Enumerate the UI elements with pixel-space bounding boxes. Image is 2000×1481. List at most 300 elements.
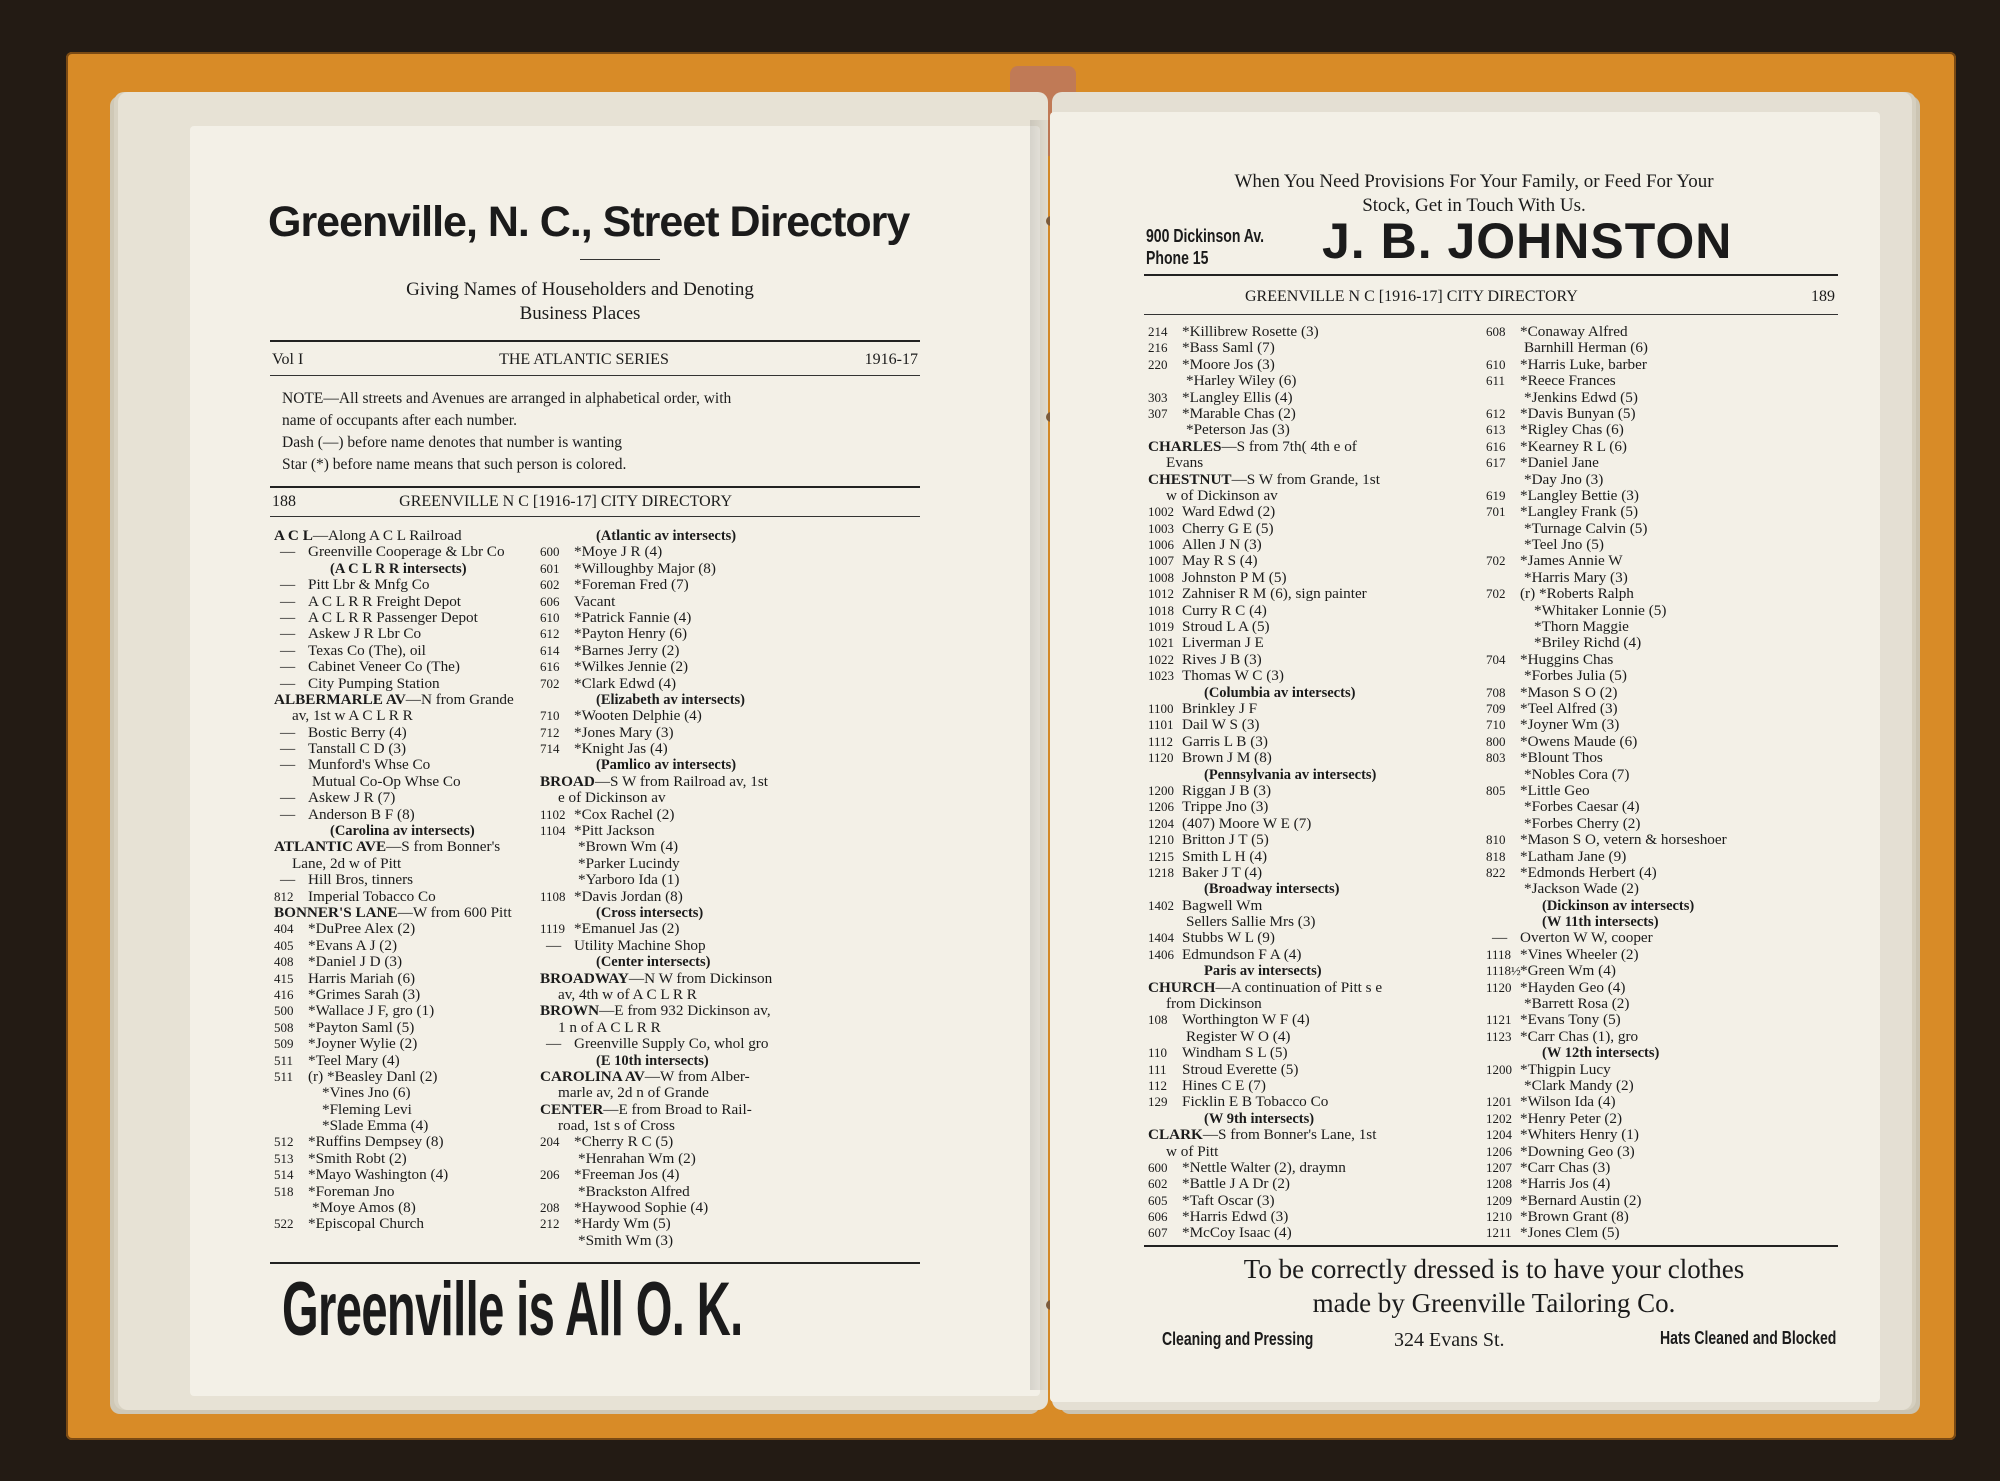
intersection-note: (E 10th intersects) [596, 1052, 709, 1069]
directory-entry [1148, 340, 1382, 356]
occupant: Worthington W F (4) [1182, 1011, 1310, 1029]
running-head: GREENVILLE N C [1916-17] CITY DIRECTORY [1245, 288, 1578, 305]
occupant: *Marable Chas (2) [1182, 404, 1296, 422]
directory-entry [1486, 504, 1727, 520]
street-name: BROAD [540, 772, 595, 790]
directory-entry [274, 921, 514, 937]
street-name: CHURCH [1148, 978, 1216, 996]
directory-entry [540, 889, 772, 905]
subtitle-line-2: Business Places [519, 303, 641, 324]
house-number: 616 [540, 659, 560, 675]
directory-entry [1486, 685, 1727, 701]
directory-entry [1148, 849, 1382, 865]
dash-marker: — [280, 592, 296, 610]
directory-entry: Barnhill Herman (6) [1524, 339, 1648, 357]
intersection-note: (Columbia av intersects) [1204, 684, 1356, 701]
street-heading [1148, 980, 1382, 996]
directory-entry [1486, 734, 1727, 750]
ad-tagline-line-2: Stock, Get in Touch With Us. [1362, 195, 1586, 216]
directory-entry [1148, 734, 1382, 750]
occupant: *Barnes Jerry (2) [574, 641, 680, 659]
directory-entry [540, 725, 772, 741]
house-number: 1006 [1148, 537, 1174, 553]
occupant: *Rigley Chas (6) [1520, 421, 1624, 439]
dash-marker: — [280, 608, 296, 626]
directory-entry [540, 938, 772, 954]
directory-entry: *Forbes Julia (5) [1524, 667, 1627, 685]
directory-entry: *Forbes Cherry (2) [1524, 814, 1641, 832]
occupant: *Wooten Delphie (4) [574, 707, 702, 725]
street-description-continued: road, 1st s of Cross [558, 1117, 675, 1135]
house-number: 602 [1148, 1176, 1168, 1192]
directory-entry [540, 1216, 772, 1232]
rule-head [1144, 314, 1838, 315]
occupant: *Joyner Wm (3) [1520, 716, 1620, 734]
house-number: 611 [1486, 373, 1506, 389]
house-number: 600 [540, 544, 560, 560]
street-description-continued: w of Pitt [1166, 1142, 1219, 1160]
left-page [190, 126, 1040, 1396]
directory-entry [540, 676, 772, 692]
intersection-note: (Center intersects) [596, 954, 711, 971]
house-number: 612 [1486, 405, 1506, 421]
occupant: Cabinet Veneer Co (The) [308, 658, 460, 676]
directory-entry [1486, 865, 1727, 881]
street-heading [540, 774, 772, 790]
directory-entry [540, 1167, 772, 1183]
occupant: *Knight Jas (4) [574, 740, 668, 758]
house-number: 307 [1148, 405, 1168, 421]
occupant: Hines C E (7) [1182, 1076, 1266, 1094]
directory-entry [1148, 799, 1382, 815]
directory-entry [1486, 1127, 1727, 1143]
house-number: 1406 [1148, 946, 1174, 962]
occupant: *Carr Chas (3) [1520, 1158, 1611, 1176]
directory-entry: *Harley Wiley (6) [1186, 372, 1297, 390]
street-description-continued: 1 n of A C L R R [558, 1018, 661, 1036]
occupant: *Foreman Jno [308, 1182, 395, 1200]
street-description: —N W from Dickinson [628, 969, 773, 987]
directory-entry [1148, 1209, 1382, 1225]
directory-entry [1148, 865, 1382, 881]
subtitle-line-1: Giving Names of Householders and Denoting [406, 279, 754, 300]
directory-entry [1148, 619, 1382, 635]
occupant: Stroud L A (5) [1182, 618, 1270, 636]
directory-entry [540, 544, 772, 560]
directory-entry: *Whitaker Lonnie (5) [1534, 601, 1667, 619]
directory-entry [1486, 1029, 1727, 1045]
occupant: Garris L B (3) [1182, 732, 1268, 750]
directory-entry [1148, 701, 1382, 717]
house-number: 500 [274, 1003, 294, 1019]
directory-entry [540, 807, 772, 823]
street-name: CAROLINA AV [540, 1067, 645, 1085]
house-number: 702 [1486, 553, 1506, 569]
directory-entry [274, 807, 514, 823]
title-divider [580, 259, 660, 260]
occupant: *Brown Grant (8) [1520, 1208, 1629, 1226]
directory-entry [274, 610, 514, 626]
street-heading [274, 905, 514, 921]
page-title: Greenville, N. C., Street Directory [268, 198, 910, 246]
house-number: 1200 [1486, 1061, 1512, 1077]
intersection-note: (Broadway intersects) [1204, 881, 1340, 898]
occupant: Trippe Jno (3) [1182, 798, 1269, 816]
occupant: *Davis Jordan (8) [574, 887, 683, 905]
directory-entry [1486, 832, 1727, 848]
note-block [282, 388, 922, 476]
house-number: 612 [540, 626, 560, 642]
occupant: Stubbs W L (9) [1182, 929, 1275, 947]
occupant: *Wallace J F, gro (1) [308, 1002, 435, 1020]
street-description: —E from Broad to Rail- [603, 1100, 752, 1118]
house-number: 1002 [1148, 504, 1174, 520]
directory-entry [1148, 750, 1382, 766]
directory-entry [1148, 717, 1382, 733]
directory-entry [1486, 849, 1727, 865]
occupant: Imperial Tobacco Co [308, 887, 436, 905]
directory-entry: *Turnage Calvin (5) [1524, 519, 1648, 537]
occupant: Liverman J E [1182, 634, 1264, 652]
intersection-note: (W 9th intersects) [1204, 1110, 1315, 1127]
house-number: 1003 [1148, 520, 1174, 536]
directory-entry [1148, 537, 1382, 553]
street-description: —S from Bonner's [386, 838, 501, 856]
directory-entry [1486, 586, 1727, 602]
street-name: A C L [274, 527, 313, 544]
page-number: 189 [1811, 288, 1835, 305]
occupant: *Jones Clem (5) [1520, 1224, 1620, 1242]
directory-entry: *Nobles Cora (7) [1524, 765, 1630, 783]
house-number: 702 [1486, 586, 1506, 602]
house-number: 607 [1148, 1225, 1168, 1241]
intersection-note: (Pennsylvania av intersects) [1204, 766, 1377, 783]
occupant: *Kearney R L (6) [1520, 437, 1627, 455]
occupant: *Taft Oscar (3) [1182, 1191, 1275, 1209]
house-number: 1209 [1486, 1192, 1512, 1208]
directory-entry [274, 544, 514, 560]
directory-entry [274, 938, 514, 954]
house-number: 513 [274, 1150, 294, 1166]
tailoring-ad-line-2: made by Greenville Tailoring Co. [1312, 1288, 1676, 1318]
directory-entry [274, 1184, 514, 1200]
house-number: 617 [1486, 455, 1506, 471]
directory-entry [1148, 570, 1382, 586]
house-number: 1206 [1148, 799, 1174, 815]
volume-label: Vol I [272, 351, 304, 368]
occupant: *Mayo Washington (4) [308, 1166, 449, 1184]
intersection-note: (Dickinson av intersects) [1542, 897, 1695, 914]
dash-marker: — [1492, 929, 1508, 947]
house-number: 616 [1486, 438, 1506, 454]
ad-evans-address: 324 Evans St. [1394, 1329, 1505, 1351]
intersection-note: (W 11th intersects) [1542, 914, 1659, 931]
house-number: 1112 [1148, 733, 1174, 749]
house-number: 1402 [1148, 897, 1174, 913]
directory-entry [540, 577, 772, 593]
right-column-1 [1148, 324, 1382, 1242]
directory-entry [1486, 783, 1727, 799]
occupant: Vacant [574, 592, 616, 610]
house-number: 803 [1486, 750, 1506, 766]
occupant: *Reece Frances [1520, 372, 1616, 390]
directory-entry [1486, 652, 1727, 668]
occupant: *Harris Jos (4) [1520, 1175, 1611, 1193]
occupant: *Cherry R C (5) [574, 1133, 674, 1151]
street-heading [274, 528, 514, 544]
occupant: Riggan J B (3) [1182, 781, 1272, 799]
occupant: *Willoughby Major (8) [574, 559, 716, 577]
street-description: —S from 7th( 4th e of [1221, 437, 1357, 455]
street-description: —W from Alber- [644, 1067, 750, 1085]
occupant: *Edmonds Herbert (4) [1520, 863, 1657, 881]
directory-entry [1486, 324, 1727, 340]
house-number: 1104 [540, 823, 566, 839]
occupant: Munford's Whse Co [308, 756, 431, 774]
house-number: 408 [274, 954, 294, 970]
directory-entry: *Parker Lucindy [578, 854, 680, 872]
occupant: Pitt Lbr & Mnfg Co [308, 576, 430, 594]
street-name: CHARLES [1148, 437, 1222, 455]
intersection-note: (Pamlico av intersects) [596, 757, 737, 774]
directory-entry [1148, 816, 1382, 832]
right-page [1050, 112, 1880, 1402]
occupant: *Bernard Austin (2) [1520, 1191, 1642, 1209]
rule-series [270, 375, 920, 376]
occupant: *Davis Bunyan (5) [1520, 404, 1636, 422]
directory-entry [1148, 1094, 1382, 1110]
directory-entry [1486, 1209, 1727, 1225]
directory-entry [1148, 1160, 1382, 1176]
house-number: 1208 [1486, 1176, 1512, 1192]
street-description: —W from 600 Pitt [397, 903, 512, 921]
directory-entry: *Teel Jno (5) [1524, 536, 1604, 554]
house-number: 112 [1148, 1077, 1168, 1093]
street-heading [1148, 1127, 1382, 1143]
directory-entry [540, 626, 772, 642]
directory-entry [274, 1003, 514, 1019]
occupant: *Hardy Wm (5) [574, 1215, 671, 1233]
occupant: *Thigpin Lucy [1520, 1060, 1611, 1078]
directory-entry [1486, 1144, 1727, 1160]
directory-entry [1486, 1193, 1727, 1209]
house-number: 514 [274, 1167, 294, 1183]
occupant: *Nettle Walter (2), draymn [1182, 1158, 1346, 1176]
directory-entry [1148, 1078, 1382, 1094]
directory-entry: Mutual Co-Op Whse Co [312, 772, 461, 790]
occupant: *Langley Bettie (3) [1520, 486, 1639, 504]
house-number: 129 [1148, 1094, 1168, 1110]
occupant: Brinkley J F [1182, 699, 1258, 717]
directory-entry [540, 610, 772, 626]
street-name: CHESTNUT [1148, 470, 1232, 488]
house-number: 702 [540, 675, 560, 691]
street-description: —S W from Railroad av, 1st [594, 772, 768, 790]
right-column-2 [1486, 324, 1727, 1242]
note-line-2: name of occupants after each number. [282, 412, 517, 429]
occupant: *Bass Saml (7) [1182, 339, 1275, 357]
house-number: 704 [1486, 651, 1506, 667]
ad-cleaning: Cleaning and Pressing [1162, 1329, 1314, 1349]
house-number: 214 [1148, 324, 1168, 339]
page-number: 188 [272, 493, 296, 510]
dash-marker: — [546, 1035, 562, 1053]
occupant: Dail W S (3) [1182, 716, 1260, 734]
running-header-right [1245, 288, 1835, 306]
house-number: 509 [274, 1036, 294, 1052]
directory-entry [1148, 668, 1382, 684]
directory-entry [1148, 324, 1382, 340]
house-number: 1118 [1486, 946, 1512, 962]
occupant: Tanstall C D (3) [308, 740, 407, 758]
dash-marker: — [280, 674, 296, 692]
house-number: 1022 [1148, 651, 1174, 667]
directory-entry: *Thorn Maggie [1534, 618, 1629, 636]
occupant: Hill Bros, tinners [308, 871, 414, 889]
house-number: 822 [1486, 864, 1506, 880]
house-number: 1202 [1486, 1110, 1512, 1126]
occupant: Allen J N (3) [1182, 536, 1262, 554]
occupant: Thomas W C (3) [1182, 667, 1284, 685]
house-number: 1100 [1148, 700, 1174, 716]
dash-marker: — [546, 936, 562, 954]
dash-marker: — [280, 723, 296, 741]
directory-entry: *Vines Jno (6) [322, 1084, 411, 1102]
directory-entry [540, 1036, 772, 1052]
greenville-ok-ad: Greenville is All O. K. [282, 1267, 743, 1352]
occupant: *McCoy Isaac (4) [1182, 1224, 1292, 1242]
house-number: 601 [540, 560, 560, 576]
directory-entry [274, 741, 514, 757]
directory-entry [1486, 488, 1727, 504]
house-number: 602 [540, 577, 560, 593]
directory-entry [1148, 898, 1382, 914]
directory-entry [1486, 1062, 1727, 1078]
directory-entry [540, 741, 772, 757]
occupant: Askew J R Lbr Co [308, 625, 422, 643]
dash-marker: — [280, 871, 296, 889]
house-number: 220 [1148, 356, 1168, 372]
directory-entry [1148, 652, 1382, 668]
occupant: *Owens Maude (6) [1520, 732, 1638, 750]
directory-entry [1486, 439, 1727, 455]
occupant: *Wilson Ida (4) [1520, 1093, 1616, 1111]
directory-entry [1148, 1062, 1382, 1078]
occupant: *Mason S O (2) [1520, 683, 1618, 701]
occupant: Johnston P M (5) [1182, 568, 1287, 586]
occupant: *Episcopal Church [308, 1215, 424, 1233]
house-number: 610 [540, 609, 560, 625]
subtitle [300, 278, 860, 326]
street-name: BROWN [540, 1002, 600, 1020]
occupant: Bostic Berry (4) [308, 723, 407, 741]
occupant: Texas Co (The), oil [308, 641, 426, 659]
directory-entry [1486, 373, 1727, 389]
directory-entry: *Smith Wm (3) [578, 1231, 674, 1249]
house-number: 805 [1486, 782, 1506, 798]
directory-entry [274, 626, 514, 642]
intersection-note: (W 12th intersects) [1542, 1045, 1660, 1062]
rule-head [270, 516, 920, 517]
house-number: 608 [1486, 324, 1506, 339]
occupant: Harris Mariah (6) [308, 969, 416, 987]
occupant: *Hayden Geo (4) [1520, 978, 1626, 996]
dash-marker: — [280, 805, 296, 823]
directory-entry [1486, 1111, 1727, 1127]
dash-marker: — [280, 740, 296, 758]
directory-entry [1148, 635, 1382, 651]
occupant: *Foreman Fred (7) [574, 576, 689, 594]
johnston-name: J. B. JOHNSTON [1322, 213, 1733, 269]
directory-entry: *Henrahan Wm (2) [578, 1149, 696, 1167]
occupant: *Langley Ellis (4) [1182, 388, 1293, 406]
running-head: GREENVILLE N C [1916-17] CITY DIRECTORY [399, 493, 732, 510]
directory-entry [274, 1053, 514, 1069]
ad-address: 900 Dickinson Av. [1146, 226, 1265, 246]
directory-entry [1148, 1176, 1382, 1192]
occupant: A C L R R Passenger Depot [308, 608, 478, 626]
tailoring-ad-line-1: To be correctly dressed is to have your clothes [1243, 1254, 1745, 1284]
occupant: *Daniel J D (3) [308, 953, 403, 971]
occupant: *Vines Wheeler (2) [1520, 945, 1639, 963]
directory-entry [1148, 521, 1382, 537]
house-number: 613 [1486, 422, 1506, 438]
house-number: 1201 [1486, 1094, 1512, 1110]
directory-entry [274, 954, 514, 970]
street-description-continued: Evans [1166, 454, 1204, 472]
street-description-continued: av, 4th w of A C L R R [558, 985, 697, 1003]
directory-entry [1486, 1012, 1727, 1028]
directory-entry: *Slade Emma (4) [322, 1117, 429, 1135]
directory-entry [1486, 963, 1727, 979]
occupant: May R S (4) [1182, 552, 1258, 570]
directory-entry [274, 1134, 514, 1150]
directory-entry: *Barrett Rosa (2) [1524, 995, 1630, 1013]
occupant: Windham S L (5) [1182, 1044, 1288, 1062]
left-column-2 [540, 528, 772, 1249]
directory-entry [274, 676, 514, 692]
occupant: *Payton Henry (6) [574, 625, 688, 643]
house-number: 710 [540, 708, 560, 724]
occupant: Greenville Cooperage & Lbr Co [308, 543, 505, 561]
house-number: 1120 [1486, 979, 1512, 995]
occupant: *Emanuel Jas (2) [574, 920, 680, 938]
house-number: 1101 [1148, 717, 1174, 733]
directory-entry: *Yarboro Ida (1) [578, 871, 680, 889]
directory-entry [1148, 390, 1382, 406]
directory-entry [1486, 717, 1727, 733]
house-number: 303 [1148, 389, 1168, 405]
street-heading [540, 1102, 772, 1118]
series-label: THE ATLANTIC SERIES [499, 351, 669, 368]
house-number: 1204 [1486, 1127, 1512, 1143]
directory-entry [1148, 832, 1382, 848]
occupant: Brown J M (8) [1182, 749, 1272, 767]
directory-entry [1486, 422, 1727, 438]
directory-entry [1148, 1012, 1382, 1028]
occupant: *Jones Mary (3) [574, 723, 674, 741]
occupant: (r) *Beasley Danl (2) [308, 1067, 438, 1085]
directory-entry: *Moye Amos (8) [312, 1199, 416, 1217]
house-number: 1019 [1148, 619, 1174, 635]
directory-entry: *Jenkins Edwd (5) [1524, 388, 1638, 406]
directory-entry: Sellers Sallie Mrs (3) [1186, 913, 1316, 931]
house-number: 1012 [1148, 586, 1174, 602]
house-number: 800 [1486, 733, 1506, 749]
occupant: Overton W W, cooper [1520, 929, 1653, 947]
house-number: 1007 [1148, 553, 1174, 569]
occupant: Baker J T (4) [1182, 863, 1263, 881]
